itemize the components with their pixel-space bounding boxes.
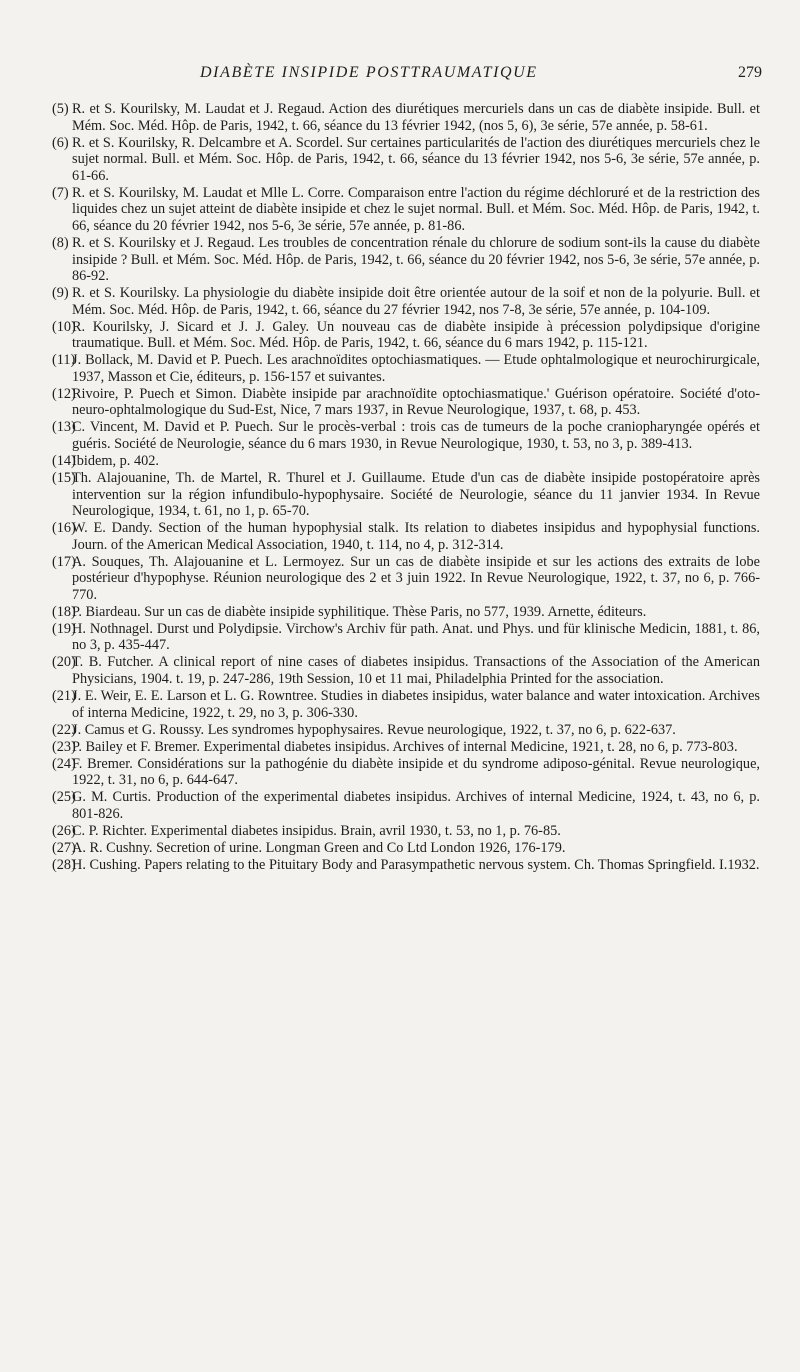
reference-entry (52, 235, 760, 285)
reference-text: T. B. Futcher. A clinical report of nine cases of diabetes insipidus. Transactions of the Association of the American Physicians, 1904. t. 19, p. 247-286, 19th Session, 10 et 11 mai, Philadelphia Printed for the association. (72, 654, 760, 688)
reference-number: (22) (52, 721, 76, 738)
reference-text: P. Bailey et F. Bremer. Experimental diabetes insipidus. Archives of internal Medicine, 1921, t. 28, no 6, p. 773-803. (72, 738, 738, 755)
reference-text: G. M. Curtis. Production of the experimental diabetes insipidus. Archives of internal Medicine, 1924, t. 43, no 6, p. 801-826. (72, 789, 760, 822)
reference-number: (16) (52, 520, 76, 537)
reference-text: R. et S. Kourilsky, M. Laudat et Mlle L. Corre. Comparaison entre l'action du régime déchloruré et de la restriction des liquides chez un sujet atteint de diabète insipide et chez le sujet normal. Bull. et Mém. Soc. Méd. Hôp. de Paris, 1942, t. 66, séance du 20 février 1942, nos 5-6, 3e série, 57e année, p. 81-86. (72, 184, 760, 234)
reference-text: C. Vincent, M. David et P. Puech. Sur le procès-verbal : trois cas de tumeurs de la poche craniopharyngée opérés et guéris. Société de Neurologie, séance du 6 mars 1930, in Revue Neurologique, 1930, t. 53, no 3, p. 389-413. (72, 419, 760, 452)
reference-text: J. E. Weir, E. E. Larson et L. G. Rowntree. Studies in diabetes insipidus, water balance and water intoxication. Archives of interna Medicine, 1922, t. 29, no 3, p. 306-330. (72, 688, 760, 721)
reference-number: (23) (52, 738, 76, 755)
reference-number: (12) (52, 385, 76, 402)
reference-number: (10) (52, 318, 76, 335)
reference-text: P. Biardeau. Sur un cas de diabète insipide syphilitique. Thèse Paris, no 577, 1939. Arnette, éditeurs. (72, 603, 647, 620)
reference-list (52, 101, 760, 874)
running-title: DIABÈTE INSIPIDE POSTTRAUMATIQUE (200, 64, 538, 81)
reference-text: W. E. Dandy. Section of the human hypophysial stalk. Its relation to diabetes insipidus and hypophysial functions. Journ. of the American Medical Association, 1940, t. 114, no 4, p. 312-314. (72, 520, 760, 553)
reference-entry (52, 319, 760, 352)
page-header (52, 64, 770, 86)
reference-number: (17) (52, 553, 76, 570)
reference-number: (27) (52, 839, 76, 856)
reference-number: (24) (52, 755, 76, 772)
reference-entry (52, 688, 760, 721)
reference-text: C. P. Richter. Experimental diabetes insipidus. Brain, avril 1930, t. 53, no 1, p. 76-85. (72, 822, 561, 839)
reference-text: R. et S. Kourilsky, M. Laudat et J. Regaud. Action des diurétiques mercuriels dans un cas de diabète insipide. Bull. et Mém. Soc. Méd. Hôp. de Paris, 1942, t. 66, séance du 13 février 1942, (nos 5, 6), 3e série, 57e année, p. 58-61. (72, 101, 760, 134)
reference-entry (52, 722, 760, 739)
reference-entry (52, 823, 760, 840)
reference-entry (52, 789, 760, 822)
reference-entry (52, 453, 760, 470)
reference-number: (7) (52, 184, 69, 201)
page-number: 279 (738, 64, 762, 81)
reference-text: J. Camus et G. Roussy. Les syndromes hypophysaires. Revue neurologique, 1922, t. 37, no 6, p. 622-637. (72, 721, 676, 738)
reference-text: R. et S. Kourilsky, R. Delcambre et A. Scordel. Sur certaines particularités de l'action des diurétiques mercuriels chez le sujet normal. Bull. et Mém. Soc. Hôp. de Paris, 1942, t. 66, séance du 13 février 1942, nos 5-6, 3e série, 57e année, p. 61-66. (72, 134, 760, 184)
reference-entry (52, 285, 760, 318)
reference-text: A. R. Cushny. Secretion of urine. Longman Green and Co Ltd London 1926, 176-179. (72, 839, 566, 856)
reference-number: (8) (52, 234, 69, 251)
reference-number: (14) (52, 452, 76, 469)
reference-text: R. et S. Kourilsky et J. Regaud. Les troubles de concentration rénale du chlorure de sodium sont-ils la cause du diabète insipide ? Bull. et Mém. Soc. Méd. Hôp. de Paris, 1942, t. 66, séance du 20 février 1942, nos 5-6, 3e série, 57e année, p. 86-92. (72, 234, 760, 285)
reference-number: (11) (52, 352, 76, 369)
reference-entry (52, 135, 760, 185)
reference-entry (52, 604, 760, 621)
reference-number: (15) (52, 469, 76, 486)
reference-entry (52, 554, 760, 604)
reference-number: (9) (52, 285, 69, 302)
reference-text: J. Bollack, M. David et P. Puech. Les arachnoïdites optochiasmatiques. — Etude ophtalmologique et neurochirurgicale, 1937, Masson et Cie, éditeurs, p. 156-157 et suivantes. (72, 352, 760, 385)
reference-entry (52, 840, 760, 857)
reference-number: (21) (52, 688, 76, 705)
reference-number: (20) (52, 654, 76, 671)
reference-number: (18) (52, 603, 76, 620)
reference-entry (52, 352, 760, 385)
reference-text: R. et S. Kourilsky. La physiologie du diabète insipide doit être orientée autour de la soif et non de la polyurie. Bull. et Mém. Soc. Méd. Hôp. de Paris, 1942, t. 66, séance du 27 février 1942, nos 7-8, 3e série, 57e année, p. 104-109. (72, 285, 760, 318)
reference-entry (52, 101, 760, 134)
reference-text: Th. Alajouanine, Th. de Martel, R. Thurel et J. Guillaume. Etude d'un cas de diabète insipide postopératoire après intervention sur la région infundibulo-hypophysaire. Société de Neurologie, séance du 11 janvier 1934. In Revue Neurologique, 1934, t. 61, no 1, p. 65-70. (72, 469, 760, 520)
reference-text: H. Cushing. Papers relating to the Pituitary Body and Parasympathetic nervous system. Ch. Thomas Springfield. I.1932. (72, 856, 760, 873)
reference-entry (52, 739, 760, 756)
reference-number: (28) (52, 856, 76, 873)
reference-entry (52, 857, 760, 874)
reference-text: H. Nothnagel. Durst und Polydipsie. Virchow's Archiv für path. Anat. und Phys. und für klinische Medicin, 1881, t. 86, no 3, p. 435-447. (72, 620, 760, 654)
reference-entry (52, 470, 760, 520)
reference-entry (52, 386, 760, 419)
reference-number: (26) (52, 822, 76, 839)
reference-number: (13) (52, 419, 76, 436)
reference-entry (52, 185, 760, 235)
reference-entry (52, 520, 760, 553)
reference-text: A. Souques, Th. Alajouanine et L. Lermoyez. Sur un cas de diabète insipide et sur les actions des extraits de lobe postérieur d'hypophyse. Réunion neurologique des 2 et 3 juin 1922. In Revue Neurologique, 1922, t. 37, no 6, p. 766-770. (72, 553, 760, 603)
reference-number: (5) (52, 101, 69, 117)
reference-entry (52, 419, 760, 452)
reference-text: F. Bremer. Considérations sur la pathogénie du diabète insipide et du syndrome adiposo-génital. Revue neurologique, 1922, t. 31, no 6, p. 644-647. (72, 755, 760, 789)
reference-number: (19) (52, 620, 76, 637)
reference-number: (6) (52, 134, 69, 151)
reference-entry (52, 621, 760, 654)
reference-text: Ibidem, p. 402. (72, 452, 159, 469)
reference-entry (52, 756, 760, 789)
reference-number: (25) (52, 789, 76, 806)
reference-entry (52, 654, 760, 687)
reference-text: R. Kourilsky, J. Sicard et J. J. Galey. Un nouveau cas de diabète insipide à précession polydipsique d'origine traumatique. Bull. et Mém. Soc. Méd. Hôp. de Paris, 1942, t. 66, séance du 6 mars 1942, p. 115-121. (72, 318, 760, 352)
reference-text: Rivoire, P. Puech et Simon. Diabète insipide par arachnoïdite optochiasmatique.' Guérison opératoire. Société d'oto-neuro-ophtalmologique du Sud-Est, Nice, 7 mars 1937, in Revue Neurologique, 1937, t. 68, p. 453. (72, 385, 760, 419)
